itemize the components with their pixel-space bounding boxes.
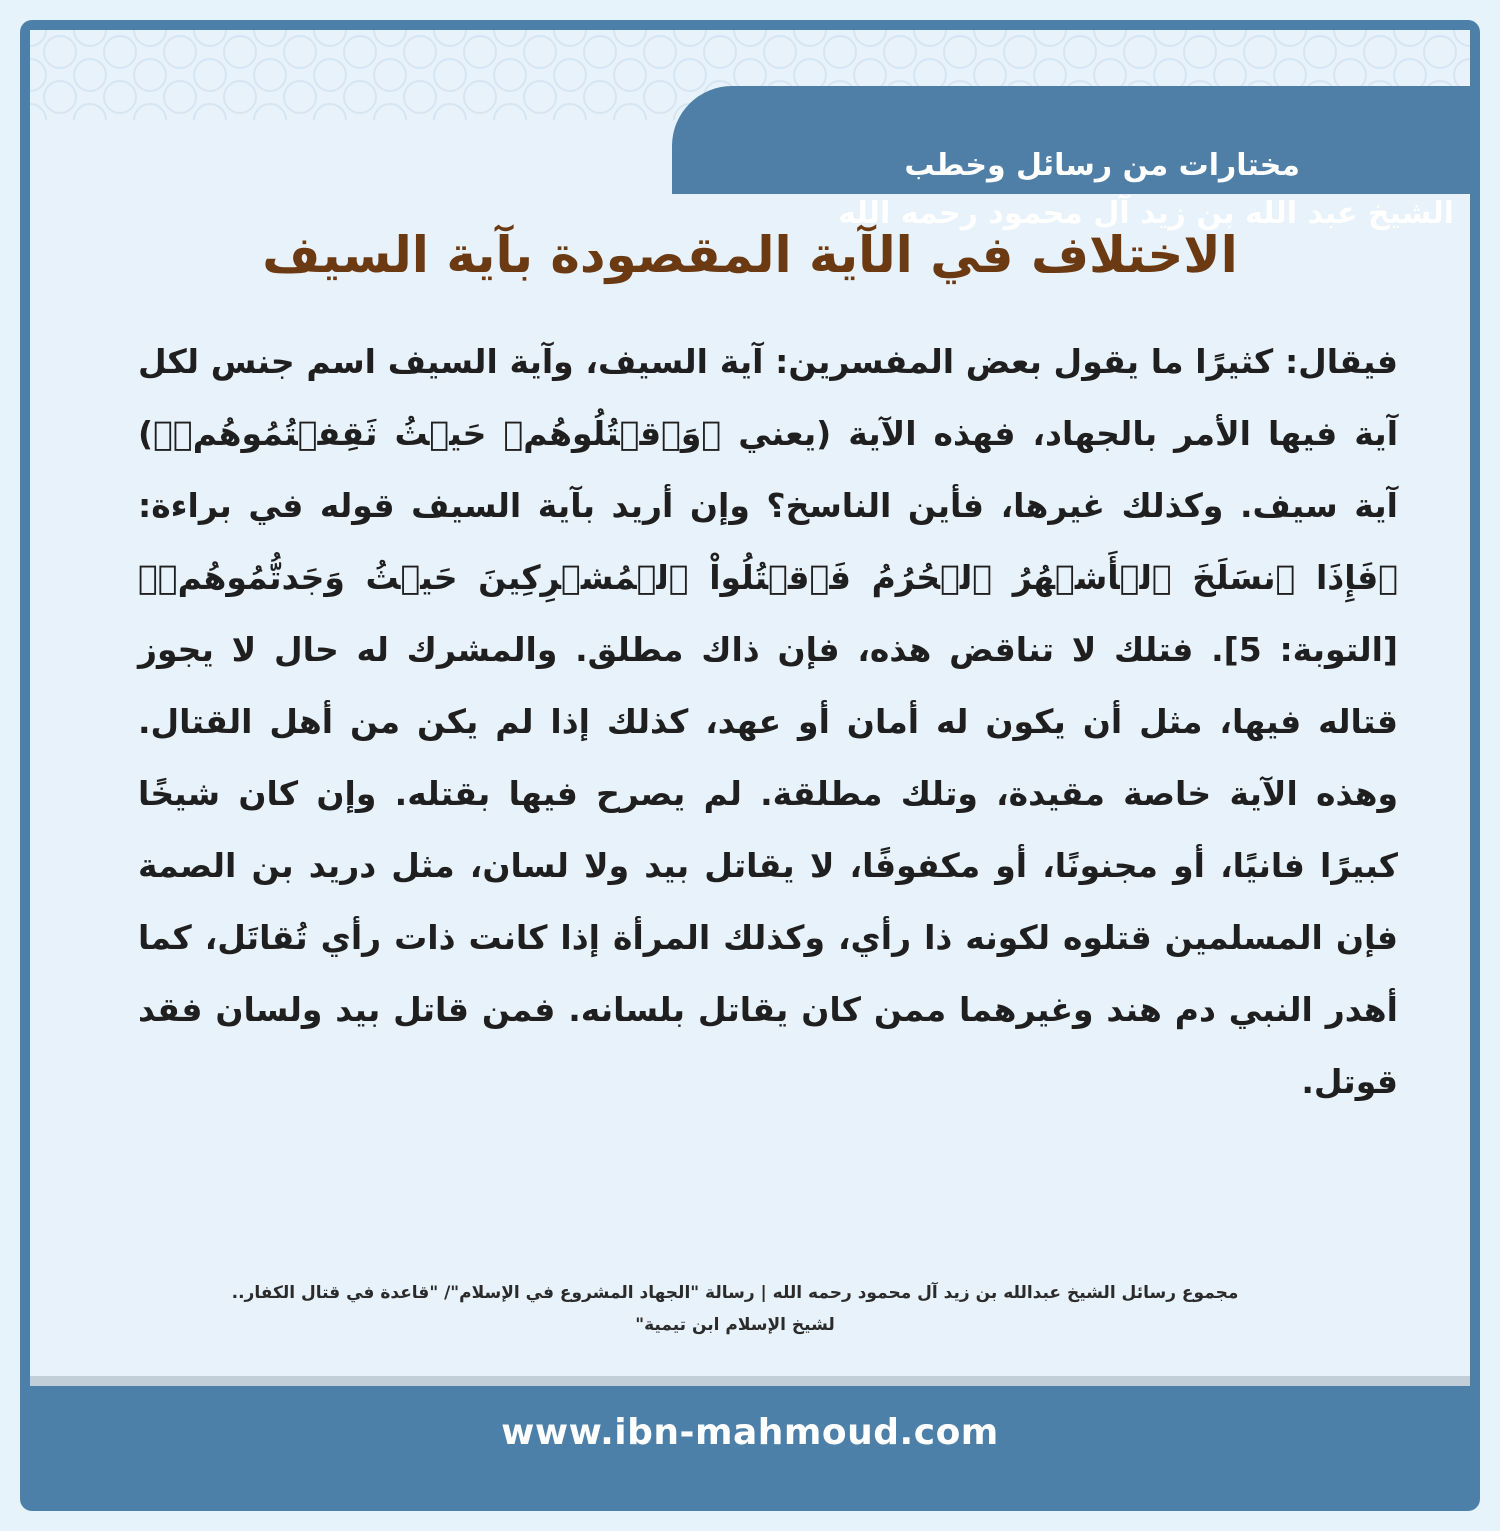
source-line-1: مجموع رسائل الشيخ عبدالله بن زيد آل محمود رحمه الله | رسالة "الجهاد المشروع في الإسلام"/ "قاعدة في قتال الكفار..	[231, 1283, 1239, 1303]
article-body: فيقال: كثيرًا ما يقول بعض المفسرين: آية السيف، وآية السيف اسم جنس لكل آية فيها الأمر بالجهاد، فهذه الآية (يعني ﴿وَٱقۡتُلُوهُمۡ حَيۡثُ ثَقِفۡتُمُوهُمۡ﴾) آية سيف. وكذلك غيرها، فأين الناسخ؟ وإن أريد بآية السيف قوله في براءة: ﴿فَإِذَا ٱنسَلَخَ ٱلۡأَشۡهُرُ ٱلۡحُرُمُ فَٱقۡتُلُواْ ٱلۡمُشۡرِكِينَ حَيۡثُ وَجَدتُّمُوهُمۡ﴾ [التوبة: 5]. فتلك لا تناقض هذه، فإن ذاك مطلق. والمشرك له حال لا يجوز قتاله فيها، مثل أن يكون له أمان أو عهد، كذلك إذا لم يكن من أهل القتال. وهذه الآية خاصة مقيدة، وتلك مطلقة. لم يصرح فيها بقتله. وإن كان شيخًا كبيرًا فانيًا، أو مجنونًا، أو مكفوفًا، لا يقاتل بيد ولا لسان، مثل دريد بن الصمة فإن المسلمين قتلوه لكونه ذا رأي، وكذلك المرأة إذا كانت ذات رأي تُقاتَل، كما أهدر النبي دم هند وغيرهما ممن كان يقاتل بلسانه. فمن قاتل بيد ولسان فقد قوتل.	[138, 342, 1398, 1101]
divider	[30, 1376, 1470, 1386]
page-title: الاختلاف في الآية المقصودة بآية السيف	[262, 226, 1238, 284]
header-author: الشيخ عبد الله بن زيد آل محمود رحمه الله	[838, 196, 1454, 231]
source-line-2: لشيخ الإسلام ابن تيمية"	[635, 1315, 835, 1335]
website-link[interactable]: www.ibn-mahmoud.com	[501, 1412, 999, 1453]
post-card	[20, 20, 1480, 1511]
header-ribbon	[672, 86, 1470, 231]
source-citation	[90, 1277, 1380, 1341]
header-subtitle: مختارات من رسائل وخطب	[904, 148, 1300, 183]
content-panel	[30, 30, 1470, 1386]
